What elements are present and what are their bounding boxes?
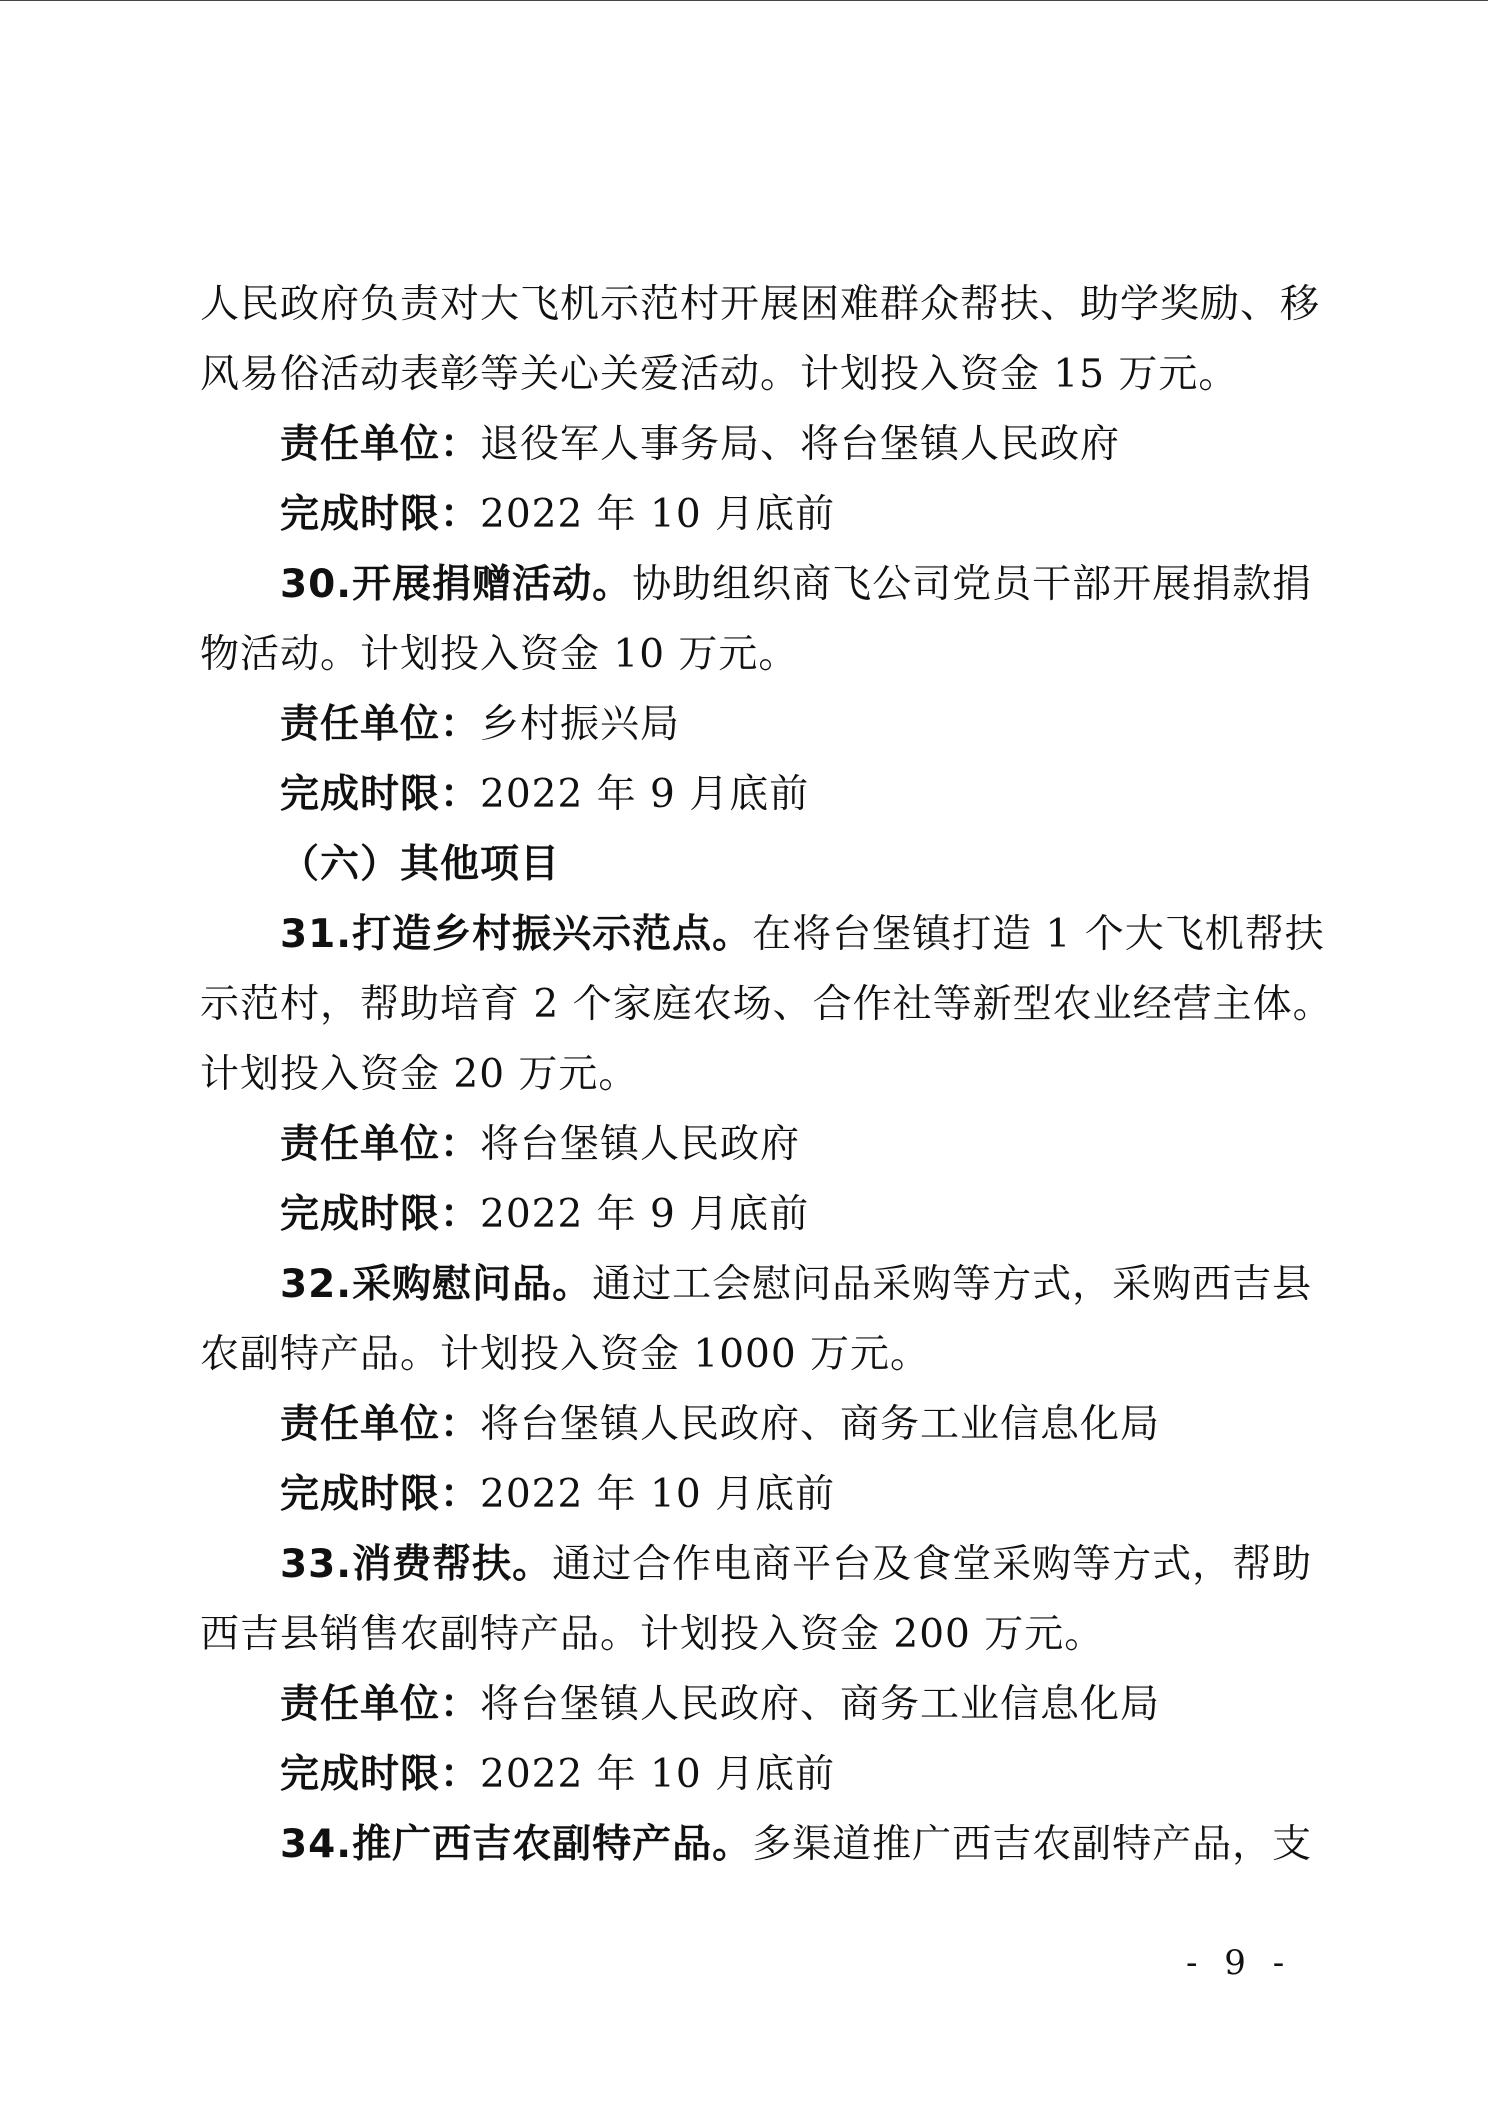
deadline-label: 完成时限：: [280, 492, 481, 537]
body-text-line: 风易俗活动表彰等关心关爱活动。计划投入资金 15 万元。: [200, 352, 1239, 397]
item-number: 33.: [280, 1542, 353, 1587]
item-text: 在将台堡镇打造 1 个大飞机帮扶: [752, 912, 1325, 957]
responsible-unit-line: [280, 1121, 800, 1169]
section-heading: （六）其他项目: [280, 842, 561, 887]
item-title: 推广西吉农副特产品。: [352, 1822, 753, 1867]
deadline-value: 2022 年 10 月底前: [480, 492, 836, 537]
deadline-value: 2022 年 9 月底前: [480, 1192, 810, 1237]
item-32-line: [280, 1261, 1313, 1309]
body-text-line: 农副特产品。计划投入资金 1000 万元。: [200, 1332, 931, 1377]
item-text: 多渠道推广西吉农副特产品，支: [752, 1822, 1313, 1867]
responsible-unit-label: 责任单位：: [280, 422, 481, 467]
deadline-label: 完成时限：: [280, 1472, 481, 1517]
deadline-label: 完成时限：: [280, 1752, 481, 1797]
deadline-label: 完成时限：: [280, 772, 481, 817]
item-title: 开展捐赠活动。: [352, 562, 633, 607]
item-34-line: [280, 1821, 1313, 1869]
body-text-line: 人民政府负责对大飞机示范村开展困难群众帮扶、助学奖励、移: [200, 282, 1321, 327]
deadline-label: 完成时限：: [280, 1192, 481, 1237]
deadline-line: [280, 771, 809, 819]
item-33-line: [280, 1541, 1313, 1589]
body-text-line: 计划投入资金 20 万元。: [200, 1052, 639, 1097]
responsible-unit-value: 将台堡镇人民政府: [480, 1122, 801, 1167]
item-31-line: [280, 911, 1325, 959]
responsible-unit-label: 责任单位：: [280, 1682, 481, 1727]
body-text-line: 西吉县销售农副特产品。计划投入资金 200 万元。: [200, 1612, 1105, 1657]
responsible-unit-label: 责任单位：: [280, 1122, 481, 1167]
body-text-line: 示范村，帮助培育 2 个家庭农场、合作社等新型农业经营主体。: [200, 982, 1333, 1027]
deadline-line: [280, 491, 835, 539]
item-title: 采购慰问品。: [352, 1262, 593, 1307]
responsible-unit-value: 退役军人事务局、将台堡镇人民政府: [480, 422, 1121, 467]
deadline-line: [280, 1191, 809, 1239]
deadline-value: 2022 年 10 月底前: [480, 1752, 836, 1797]
deadline-value: 2022 年 10 月底前: [480, 1472, 836, 1517]
body-text-line: 物活动。计划投入资金 10 万元。: [200, 632, 799, 677]
responsible-unit-label: 责任单位：: [280, 1402, 481, 1447]
deadline-line: [280, 1471, 835, 1519]
item-text: 通过工会慰问品采购等方式，采购西吉县: [592, 1262, 1313, 1307]
item-number: 34.: [280, 1822, 353, 1867]
item-number: 30.: [280, 562, 353, 607]
item-text: 协助组织商飞公司党员干部开展捐款捐: [632, 562, 1313, 607]
deadline-line: [280, 1751, 835, 1799]
item-title: 打造乡村振兴示范点。: [352, 912, 753, 957]
responsible-unit-value: 将台堡镇人民政府、商务工业信息化局: [480, 1682, 1161, 1727]
deadline-value: 2022 年 9 月底前: [480, 772, 810, 817]
item-text: 通过合作电商平台及食堂采购等方式，帮助: [552, 1542, 1313, 1587]
responsible-unit-value: 将台堡镇人民政府、商务工业信息化局: [480, 1402, 1161, 1447]
responsible-unit-value: 乡村振兴局: [480, 702, 681, 747]
page-number: - 9 -: [1186, 1943, 1293, 1983]
responsible-unit-line: [280, 701, 680, 749]
item-number: 32.: [280, 1262, 353, 1307]
responsible-unit-label: 责任单位：: [280, 702, 481, 747]
responsible-unit-line: [280, 1681, 1160, 1729]
item-title: 消费帮扶。: [352, 1542, 553, 1587]
responsible-unit-line: [280, 1401, 1160, 1449]
item-number: 31.: [280, 912, 353, 957]
responsible-unit-line: [280, 421, 1120, 469]
item-30-line: [280, 561, 1313, 609]
